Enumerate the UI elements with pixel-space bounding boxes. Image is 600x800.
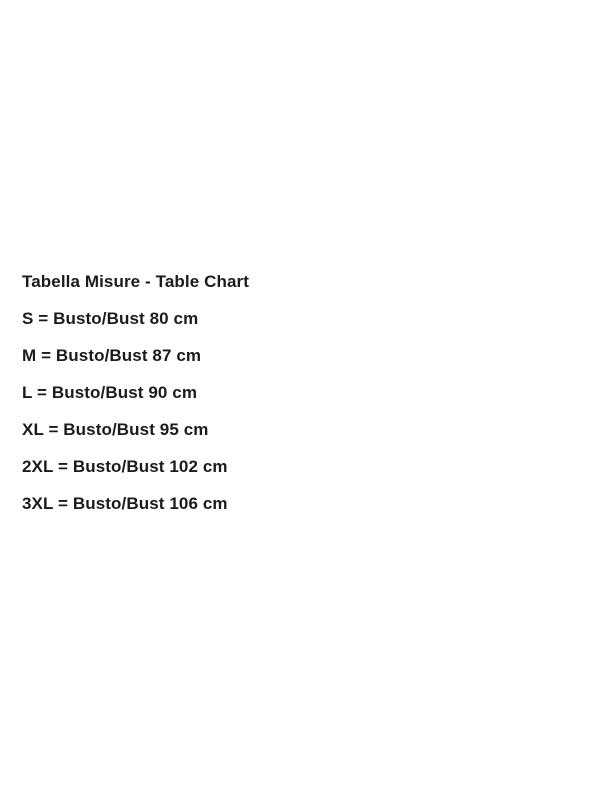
size-row-xl: XL = Busto/Bust 95 cm	[22, 420, 209, 439]
size-row-2xl: 2XL = Busto/Bust 102 cm	[22, 457, 228, 476]
size-row-s: S = Busto/Bust 80 cm	[22, 309, 199, 328]
size-chart-title: Tabella Misure - Table Chart	[22, 272, 249, 291]
size-chart-block	[22, 273, 249, 532]
size-row-m: M = Busto/Bust 87 cm	[22, 346, 202, 365]
size-row-3xl: 3XL = Busto/Bust 106 cm	[22, 494, 228, 513]
size-row-l: L = Busto/Bust 90 cm	[22, 383, 198, 402]
